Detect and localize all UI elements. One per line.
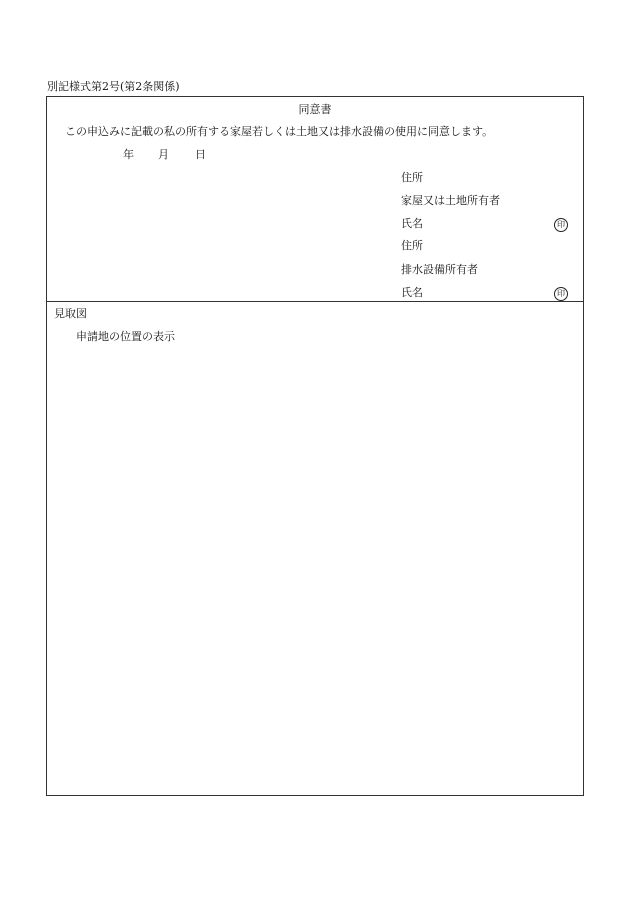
form-number-label: 別記様式第2号(第2条関係) (47, 80, 180, 93)
owner-role-label: 家屋又は土地所有者 (401, 194, 500, 207)
document-title: 同意書 (298, 103, 332, 116)
section-divider (47, 301, 583, 302)
consent-statement: この申込みに記載の私の所有する家屋若しくは土地又は排水設備の使用に同意します。 (65, 125, 494, 138)
date-month-label: 月 (158, 148, 169, 161)
drainage-owner-name-label: 氏名 (401, 286, 423, 299)
consent-form-frame (46, 96, 584, 796)
drainage-owner-address-label: 住所 (401, 239, 423, 252)
drainage-owner-seal-mark: 印 (554, 287, 568, 301)
date-year-label: 年 (123, 148, 134, 161)
owner-address-label: 住所 (401, 171, 423, 184)
drainage-owner-role-label: 排水設備所有者 (401, 263, 478, 276)
sketch-map-title: 見取図 (54, 307, 87, 320)
site-location-label: 申請地の位置の表示 (76, 330, 175, 343)
owner-seal-mark: 印 (554, 218, 568, 232)
owner-name-label: 氏名 (401, 217, 423, 230)
date-day-label: 日 (195, 148, 206, 161)
